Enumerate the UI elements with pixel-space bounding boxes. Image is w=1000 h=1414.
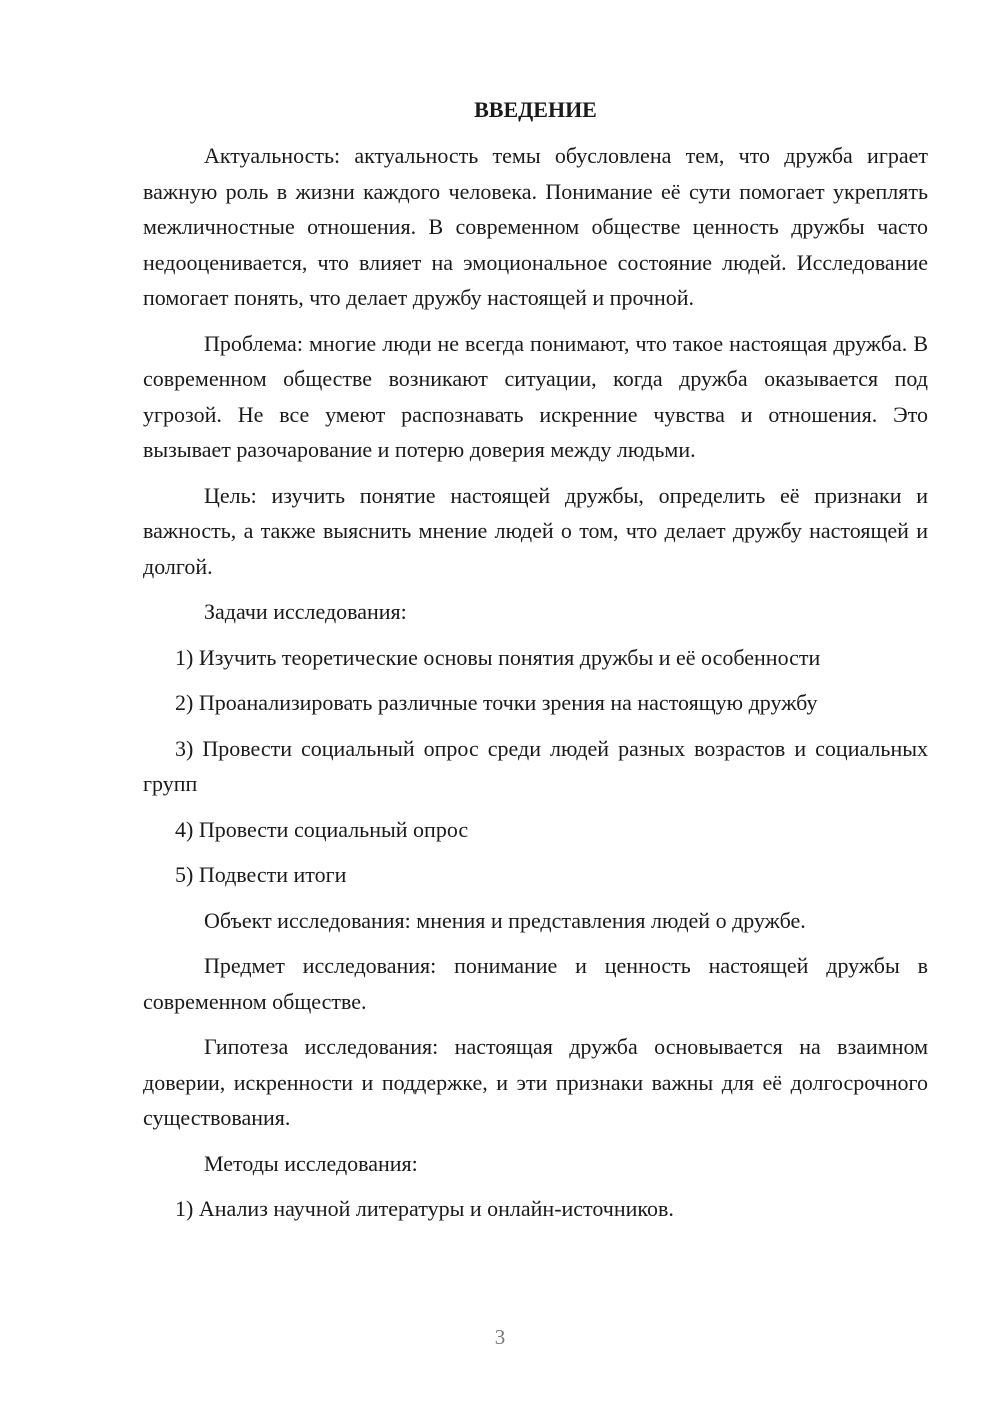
method-item-1: 1) Анализ научной литературы и онлайн-источников. <box>175 1196 674 1221</box>
task-item-1: 1) Изучить теоретические основы понятия дружбы и её особенности <box>175 644 821 670</box>
problem-paragraph: Проблема: многие люди не всегда понимают, что такое настоящая дружба. В современном обществе возникают ситуации, когда дружба оказывается под угрозой. Не все умеют распознавать искренние чувства и отношения. Это вызывает разочарование и потерю доверия между людьми. <box>143 330 928 462</box>
task-item-3: 3) Провести социальный опрос среди людей разных возрастов и социальных групп <box>143 735 928 796</box>
task-item-5: 5) Подвести итоги <box>175 862 347 887</box>
page-number: 3 <box>494 1325 506 1349</box>
methods-title: Методы исследования: <box>204 1150 418 1176</box>
hypothesis-paragraph: Гипотеза исследования: настоящая дружба основывается на взаимном доверии, искренности и поддержке, и эти признаки важны для её долгосрочного существования. <box>143 1034 928 1130</box>
goal-paragraph: Цель: изучить понятие настоящей дружбы, определить её признаки и важность, а также выяснить мнение людей о том, что делает дружбу настоящей и долгой. <box>143 482 928 579</box>
document-page <box>143 92 928 1237</box>
relevance-paragraph: Актуальность: актуальность темы обусловлена тем, что дружба играет важную роль в жизни каждого человека. Понимание её сути помогает укреплять межличностные отношения. В современном обществе ценность дружбы часто недооценивается, что влияет на эмоциональное состояние людей. Исследование помогает понять, что делает дружбу настоящей и прочной. <box>143 143 928 310</box>
task-item-2: 2) Проанализировать различные точки зрения на настоящую дружбу <box>175 690 818 715</box>
section-heading: ВВЕДЕНИЕ <box>474 97 597 122</box>
task-item-4: 4) Провести социальный опрос <box>175 816 469 842</box>
subject-paragraph: Предмет исследования: понимание и ценность настоящей дружбы в современном обществе. <box>143 953 928 1014</box>
object-paragraph: Объект исследования: мнения и представления людей о дружбе. <box>204 907 806 933</box>
tasks-title: Задачи исследования: <box>204 599 407 624</box>
